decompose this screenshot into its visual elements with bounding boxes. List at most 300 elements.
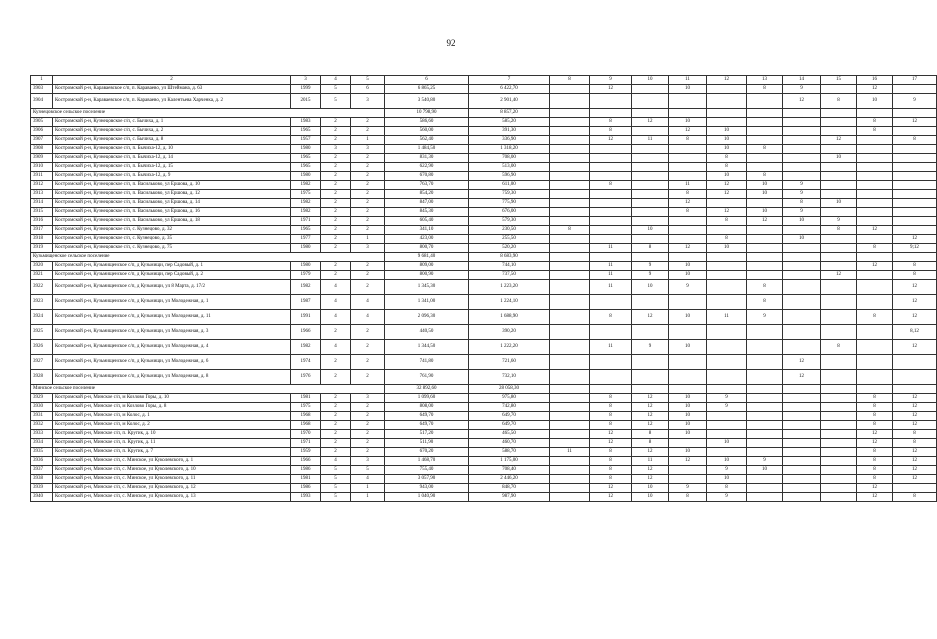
table-row (31, 154, 937, 163)
table-cell: 8 (632, 244, 669, 253)
table-cell (783, 448, 821, 457)
table-cell (857, 145, 893, 154)
table-cell: 10 (669, 118, 707, 127)
table-cell: 1982 (291, 340, 321, 355)
table-cell (821, 448, 857, 457)
table-cell: 1957 (291, 136, 321, 145)
table-cell: 8 (747, 172, 783, 181)
table-cell: 8 (669, 208, 707, 217)
table-cell: 10 (707, 475, 747, 484)
table-cell: 9 (632, 271, 669, 280)
table-cell: 3921 (31, 271, 53, 280)
table-cell (747, 493, 783, 502)
table-cell: 12 (590, 136, 632, 145)
table-cell: 8 (707, 154, 747, 163)
table-cell (857, 385, 893, 394)
table-cell: 10 (707, 457, 747, 466)
table-cell (857, 109, 893, 118)
table-cell: 9 (632, 340, 669, 355)
table-cell: 3915 (31, 208, 53, 217)
table-row (31, 181, 937, 190)
table-cell: 8 (590, 421, 632, 430)
table-cell: 605,40 (385, 217, 469, 226)
table-cell: 1986 (291, 466, 321, 475)
table-cell (550, 325, 590, 340)
table-cell (550, 199, 590, 208)
table-cell: 2 (321, 244, 351, 253)
table-cell (669, 163, 707, 172)
table-cell: 10 (632, 280, 669, 295)
table-cell: 1968 (291, 421, 321, 430)
table-cell: 3938 (31, 475, 53, 484)
table-cell: 1981 (291, 394, 321, 403)
table-cell: 3912 (31, 181, 53, 190)
table-cell: 12 (857, 439, 893, 448)
table-cell (550, 217, 590, 226)
table-cell: 755,40 (385, 466, 469, 475)
table-cell (783, 163, 821, 172)
table-cell (857, 163, 893, 172)
table-cell: 775,90 (469, 199, 550, 208)
table-cell: 11 (590, 340, 632, 355)
table-cell: 3936 (31, 457, 53, 466)
table-cell: 10 (857, 94, 893, 109)
table-cell (893, 85, 937, 94)
header-cell: 11 (669, 76, 707, 85)
table-cell: 847,00 (385, 199, 469, 208)
table-cell: 8 (707, 217, 747, 226)
table-cell: 3939 (31, 484, 53, 493)
table-cell: 10 (747, 466, 783, 475)
table-cell: 8 (857, 118, 893, 127)
table-cell: 10 (632, 226, 669, 235)
table-cell (821, 244, 857, 253)
table-cell (707, 226, 747, 235)
table-cell: 3931 (31, 412, 53, 421)
table-cell: 9 (747, 310, 783, 325)
table-cell: 9 (669, 280, 707, 295)
table-cell (669, 109, 707, 118)
table-cell (857, 190, 893, 199)
table-cell (550, 85, 590, 94)
table-cell: 2 (321, 235, 351, 244)
table-cell (590, 355, 632, 370)
table-cell: 3940 (31, 493, 53, 502)
table-cell (747, 394, 783, 403)
table-cell: Костромской р-н, Кузнецовское с/п, п. Бычиха-12, д. 15 (53, 163, 291, 172)
table-cell: 588,70 (469, 448, 550, 457)
header-cell: 14 (783, 76, 821, 85)
table-cell (550, 439, 590, 448)
table-cell (821, 421, 857, 430)
table-row (31, 280, 937, 295)
table-cell (857, 199, 893, 208)
table-cell (783, 403, 821, 412)
table-cell: 8 (857, 412, 893, 421)
table-cell: 2 (321, 325, 351, 340)
table-cell: 12 (669, 457, 707, 466)
table-cell: 1982 (291, 199, 321, 208)
table-cell: 10 (821, 154, 857, 163)
table-cell: 8 (857, 421, 893, 430)
table-cell (857, 355, 893, 370)
header-cell: 3 (291, 76, 321, 85)
table-cell: 831,30 (385, 154, 469, 163)
table-cell: 11 (590, 280, 632, 295)
table-cell: 12 (821, 136, 857, 145)
table-cell (783, 325, 821, 340)
table-row (31, 310, 937, 325)
table-cell: 3909 (31, 154, 53, 163)
table-cell: 4 (321, 310, 351, 325)
table-cell: 8 (590, 448, 632, 457)
table-cell (669, 355, 707, 370)
table-cell: 8 (669, 136, 707, 145)
table-cell (857, 217, 893, 226)
table-row (31, 370, 937, 385)
register-table (30, 75, 937, 502)
table-cell (707, 85, 747, 94)
table-cell: 8 (707, 235, 747, 244)
table-cell (550, 154, 590, 163)
table-cell (893, 208, 937, 217)
table-cell: 10 (707, 244, 747, 253)
table-cell: 8,12 (893, 325, 937, 340)
table-cell (550, 235, 590, 244)
table-cell (550, 208, 590, 217)
table-cell: Костромской р-н, Кузнецовское с/п, п. Бычиха-12, д. 14 (53, 154, 291, 163)
table-cell: 2 (351, 181, 385, 190)
table-cell: 2 (351, 403, 385, 412)
table-cell: 9 (783, 190, 821, 199)
table-cell: 4 (321, 457, 351, 466)
table-cell: 622,90 (385, 163, 469, 172)
table-cell: 1982 (291, 181, 321, 190)
table-cell: 11 (707, 310, 747, 325)
table-cell (590, 154, 632, 163)
table-cell: Костромской р-н, Минское с/п, с. Минское, ул Куколевского, д. 10 (53, 466, 291, 475)
table-cell (707, 385, 747, 394)
table-cell: 12 (632, 466, 669, 475)
table-cell (747, 244, 783, 253)
table-cell: 2 (321, 430, 351, 439)
table-cell: 708,40 (469, 466, 550, 475)
table-cell (783, 493, 821, 502)
table-cell: 3927 (31, 355, 53, 370)
header-cell: 10 (632, 76, 669, 85)
table-cell: Костромской р-н, Караваевское с/п, п. Караваево, ул Штеймана, д. 63 (53, 85, 291, 94)
table-cell (669, 370, 707, 385)
table-row (31, 163, 937, 172)
table-row (31, 94, 937, 109)
table-cell (632, 325, 669, 340)
table-cell: 10 (783, 217, 821, 226)
table-cell: 12 (632, 421, 669, 430)
table-cell: Костромской р-н, Кузьмищенское с/п, д Кузьмищи, ул Молодежная, д. 1 (53, 295, 291, 310)
table-cell: Костромской р-н, Кузнецовское с/п, с. Кузнецово, д. 35 (53, 235, 291, 244)
table-cell (550, 109, 590, 118)
table-cell: Костромской р-н, Кузьмищенское с/п, д Кузьмищи, пер Садовый, д. 1 (53, 262, 291, 271)
table-cell (783, 154, 821, 163)
table-cell (821, 127, 857, 136)
table-cell (747, 127, 783, 136)
table-row (31, 190, 937, 199)
table-cell: 3907 (31, 136, 53, 145)
table-cell (707, 412, 747, 421)
table-cell: 8 (550, 226, 590, 235)
table-cell (632, 154, 669, 163)
section-label: Минское сельское поселение (31, 385, 385, 394)
table-cell (550, 457, 590, 466)
table-cell: 10 (707, 127, 747, 136)
table-cell (783, 253, 821, 262)
section-label: Кузнецовское сельское поселение (31, 109, 385, 118)
table-cell: 3904 (31, 94, 53, 109)
table-cell: 9 (783, 208, 821, 217)
table-cell: 1965 (291, 127, 321, 136)
table-cell: 6 (351, 85, 385, 94)
table-cell (550, 271, 590, 280)
table-cell: 10 (747, 190, 783, 199)
table-cell: 8 (669, 493, 707, 502)
table-cell: 1975 (291, 403, 321, 412)
table-cell: 12 (632, 475, 669, 484)
table-cell (857, 136, 893, 145)
table-cell: 3 (351, 244, 385, 253)
table-cell: Костромской р-н, Кузнецовское с/п, п. Васильково, ул Ершова, д. 12 (53, 190, 291, 199)
table-cell: Костромской р-н, Минское с/п, с. Минское, ул Куколевского, д. 12 (53, 484, 291, 493)
table-cell: 12 (893, 295, 937, 310)
table-cell: 2 (351, 280, 385, 295)
table-cell: 12 (893, 280, 937, 295)
table-cell (821, 466, 857, 475)
table-cell: 511,90 (385, 439, 469, 448)
table-cell (783, 295, 821, 310)
table-cell: 12 (893, 448, 937, 457)
table-cell (747, 412, 783, 421)
table-cell (707, 262, 747, 271)
table-cell: 520,20 (469, 244, 550, 253)
table-cell: 10 (707, 145, 747, 154)
table-cell (590, 370, 632, 385)
table-cell: 8 (857, 127, 893, 136)
table-cell (893, 199, 937, 208)
table-cell (747, 199, 783, 208)
table-cell: Костромской р-н, Кузьмищенское с/п, д Кузьмищи, ул Молодежная, д. 11 (53, 310, 291, 325)
table-cell (747, 136, 783, 145)
table-cell: 2 (321, 217, 351, 226)
table-cell: 2 (351, 163, 385, 172)
table-cell: 3 (351, 94, 385, 109)
table-cell (590, 325, 632, 340)
table-cell: 3923 (31, 295, 53, 310)
table-cell: 562,40 (385, 136, 469, 145)
table-cell: 4 (321, 340, 351, 355)
table-cell: 12 (669, 127, 707, 136)
table-cell: Костромской р-н, Кузнецовское с/п, п. Васильково, ул Ершова, д. 16 (53, 208, 291, 217)
table-cell: 3918 (31, 235, 53, 244)
table-cell: 3911 (31, 172, 53, 181)
table-cell: 440,50 (385, 325, 469, 340)
table-cell: 9 (669, 484, 707, 493)
table-cell (747, 439, 783, 448)
table-cell (857, 235, 893, 244)
table-cell (783, 412, 821, 421)
table-cell: 1991 (291, 310, 321, 325)
table-cell (669, 145, 707, 154)
table-cell: 465,50 (469, 430, 550, 439)
table-cell (783, 310, 821, 325)
table-cell: 10 (747, 181, 783, 190)
table-cell: 8 (590, 466, 632, 475)
table-cell (632, 190, 669, 199)
header-cell: 2 (53, 76, 291, 85)
table-cell: 2 (351, 154, 385, 163)
table-cell: 12 (893, 403, 937, 412)
table-cell: 2 (321, 412, 351, 421)
table-cell: 670,80 (385, 172, 469, 181)
table-cell: 2 (321, 118, 351, 127)
table-cell (857, 208, 893, 217)
table-cell (632, 94, 669, 109)
table-cell (893, 127, 937, 136)
table-cell: 12 (857, 484, 893, 493)
table-cell: 3908 (31, 145, 53, 154)
table-cell: Костромской р-н, Минское с/п, п. Кругик, д. 7 (53, 448, 291, 457)
table-cell: 1 468,70 (385, 457, 469, 466)
table-cell (550, 190, 590, 199)
table-cell (821, 430, 857, 439)
table-cell: 1959 (291, 448, 321, 457)
table-cell (590, 385, 632, 394)
table-cell: 2 (321, 172, 351, 181)
table-cell (821, 280, 857, 295)
table-cell (669, 475, 707, 484)
table-cell: 2 901,40 (469, 94, 550, 109)
table-cell: 1 688,90 (469, 310, 550, 325)
table-cell: Костромской р-н, Кузьмищенское с/п, д Кузьмищи, ул Молодежная, д. 3 (53, 325, 291, 340)
table-cell (893, 484, 937, 493)
header-cell: 13 (747, 76, 783, 85)
table-cell: 2 (321, 136, 351, 145)
table-cell: 230,50 (469, 226, 550, 235)
table-cell (590, 190, 632, 199)
table-cell (783, 484, 821, 493)
table-cell (893, 355, 937, 370)
table-cell: 8 (857, 244, 893, 253)
table-cell (747, 370, 783, 385)
table-cell: 10 (669, 310, 707, 325)
table-row (31, 172, 937, 181)
table-cell (783, 457, 821, 466)
table-cell (783, 421, 821, 430)
table-cell (893, 385, 937, 394)
table-cell: 1965 (291, 226, 321, 235)
table-cell: 1983 (291, 118, 321, 127)
table-cell: 3917 (31, 226, 53, 235)
table-cell: 1993 (291, 493, 321, 502)
table-cell (821, 484, 857, 493)
table-row (31, 421, 937, 430)
table-cell (590, 217, 632, 226)
table-cell (669, 235, 707, 244)
table-cell: 10 (707, 172, 747, 181)
table-cell: 12 (783, 355, 821, 370)
table-cell: 12 (747, 217, 783, 226)
table-cell: 8 (590, 412, 632, 421)
table-cell: 742,80 (469, 403, 550, 412)
table-cell: 9;12 (893, 244, 937, 253)
table-cell (707, 118, 747, 127)
table-cell: 9 (707, 394, 747, 403)
table-cell: 12 (893, 118, 937, 127)
table-row (31, 394, 937, 403)
table-cell: 2 (351, 190, 385, 199)
table-cell: 3929 (31, 394, 53, 403)
table-cell: 12 (893, 394, 937, 403)
table-cell: 1 318,20 (469, 145, 550, 154)
table-cell: 12 (707, 190, 747, 199)
table-cell (707, 430, 747, 439)
table-cell: 586,60 (385, 118, 469, 127)
table-cell: 8 (590, 181, 632, 190)
table-cell: 854,20 (385, 190, 469, 199)
table-cell (550, 136, 590, 145)
table-cell: Костромской р-н, Минское с/п, с. Минское, ул Куколевского, д. 1 (53, 457, 291, 466)
table-cell: 3919 (31, 244, 53, 253)
table-row (31, 118, 937, 127)
table-cell (821, 475, 857, 484)
table-cell (590, 253, 632, 262)
table-cell: 2 (321, 181, 351, 190)
table-cell (669, 154, 707, 163)
table-cell (783, 385, 821, 394)
table-cell (632, 385, 669, 394)
table-cell: 649,70 (385, 412, 469, 421)
table-cell: 3928 (31, 370, 53, 385)
table-cell (707, 355, 747, 370)
table-cell: 10 (669, 448, 707, 457)
table-cell: Костромской р-н, Минское с/п, м Козлово Горы, д. 10 (53, 394, 291, 403)
table-cell: 12 (821, 271, 857, 280)
table-cell (893, 154, 937, 163)
table-cell: 800,70 (385, 244, 469, 253)
table-cell: 2 (321, 355, 351, 370)
table-cell: 8 (857, 475, 893, 484)
table-cell (632, 163, 669, 172)
table-cell: 12 (857, 85, 893, 94)
table-cell (747, 403, 783, 412)
table-cell (632, 235, 669, 244)
table-cell: 744,10 (469, 262, 550, 271)
table-cell (550, 262, 590, 271)
table-cell (550, 244, 590, 253)
table-cell (550, 493, 590, 502)
table-cell: 10 (669, 421, 707, 430)
table-cell (669, 226, 707, 235)
table-cell: 341,10 (385, 226, 469, 235)
header-cell: 17 (893, 76, 937, 85)
table-cell: 3933 (31, 430, 53, 439)
table-cell: 3932 (31, 421, 53, 430)
table-cell (550, 118, 590, 127)
table-cell: 8 (632, 430, 669, 439)
table-cell: 3 (351, 457, 385, 466)
table-cell (821, 412, 857, 421)
table-cell (747, 475, 783, 484)
table-cell: 2 (321, 262, 351, 271)
table-cell (550, 94, 590, 109)
